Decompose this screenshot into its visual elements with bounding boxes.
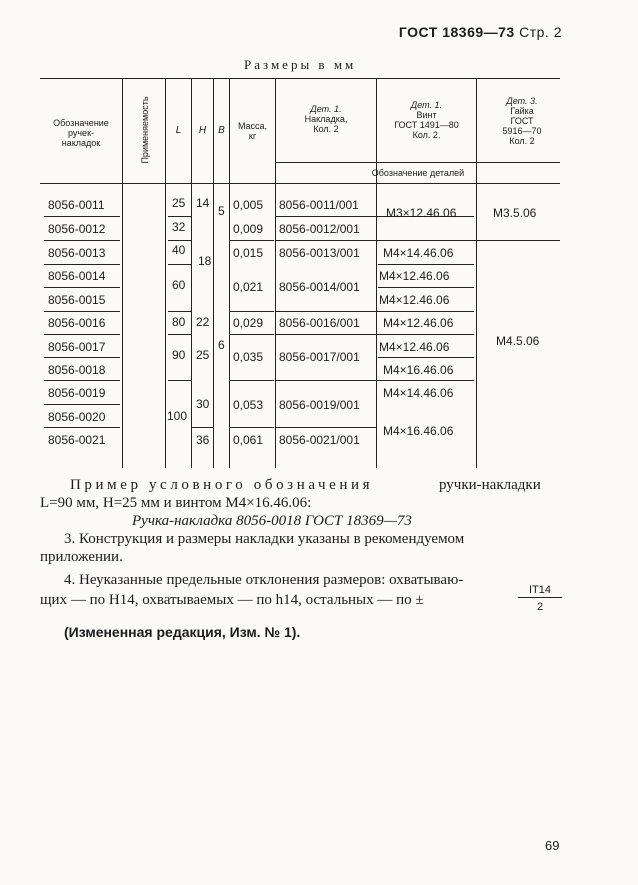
row-code: 8056-0011	[48, 198, 105, 212]
cell-mass: 0,061	[233, 433, 264, 447]
cell-part1: 8056-0019/001	[279, 398, 360, 412]
paragraph-3: 3. Конструкция и размеры накладки указаны в рекомендуемом	[64, 531, 465, 547]
cell-H: 22	[196, 315, 210, 329]
cell-screw: М4×16.46.06	[383, 424, 454, 438]
revision-note: (Измененная редакция, Изм. № 1).	[64, 624, 301, 640]
row-code: 8056-0015	[48, 293, 106, 307]
paragraph-3-cont: приложении.	[40, 549, 123, 565]
cell-screw: М4×16.46.06	[383, 363, 454, 377]
page-label: Стр. 2	[519, 24, 562, 40]
cell-L: 90	[172, 348, 186, 362]
cell-screw: М4×14.46.06	[383, 246, 454, 260]
page-number: 69	[545, 838, 560, 853]
tolerance-fraction	[518, 584, 562, 613]
cell-L: 25	[172, 196, 186, 210]
cell-mass: 0,053	[233, 398, 264, 412]
cell-part1: 8056-0021/001	[279, 433, 360, 447]
units-caption: Размеры в мм	[244, 57, 357, 72]
cell-mass: 0,005	[233, 198, 264, 212]
row-code: 8056-0012	[48, 222, 106, 236]
standard-number: ГОСТ 18369—73	[398, 24, 515, 40]
row-code: 8056-0020	[48, 410, 106, 424]
col-designation-header: Обозначение ручек- накладок	[53, 118, 109, 148]
row-code: 8056-0017	[48, 340, 106, 354]
page-header	[399, 24, 562, 40]
cell-screw: М4×14.46.06	[383, 386, 454, 400]
cell-part1: 8056-0016/001	[279, 316, 360, 330]
cell-mass: 0,015	[233, 246, 264, 260]
cell-mass: 0,029	[233, 316, 264, 330]
cell-mass: 0,035	[233, 350, 264, 364]
cell-part1: 8056-0014/001	[279, 280, 360, 294]
cell-H: 36	[196, 433, 210, 447]
col-nut-header: Дет. 3. Гайка ГОСТ 5916—70 Кол. 2	[502, 96, 542, 146]
example-designation: Ручка-накладка 8056-0018 ГОСТ 18369—73	[132, 513, 412, 529]
cell-screw: М4×12.46.06	[379, 293, 450, 307]
cell-B: 5	[218, 204, 225, 218]
cell-screw: М4×12.46.06	[379, 340, 450, 354]
cell-part1: 8056-0011/001	[279, 198, 359, 212]
cell-mass: 0,021	[233, 280, 264, 294]
row-code: 8056-0013	[48, 246, 106, 260]
paragraph-4-cont: щих — по Н14, охватываемых — по h14, остальных — по ±	[40, 592, 424, 608]
cell-part1: 8056-0017/001	[279, 350, 360, 364]
cell-L: 80	[172, 315, 186, 329]
col-B-header: B	[218, 125, 225, 136]
example-label: Пример условного обозначения	[70, 477, 374, 493]
paragraph-4: 4. Неуказанные предельные отклонения размеров: охватываю-	[64, 572, 464, 588]
cell-part1: 8056-0012/001	[279, 222, 360, 236]
row-code: 8056-0014	[48, 269, 106, 283]
parts-designation-header: Обозначение деталей	[371, 168, 465, 178]
cell-mass: 0,009	[233, 222, 264, 236]
cell-screw: М4×12.46.06	[383, 316, 454, 330]
cell-H: 25	[196, 348, 210, 362]
fraction-denominator: 2	[536, 601, 544, 613]
cell-L: 100	[167, 409, 188, 423]
row-code: 8056-0021	[48, 433, 106, 447]
row-code: 8056-0016	[48, 316, 106, 330]
cell-nut: М3.5.06	[493, 206, 537, 220]
cell-nut: М4.5.06	[496, 334, 540, 348]
cell-screw: М4×12.46.06	[379, 269, 450, 283]
cell-screw: М3×12.46.06	[386, 206, 457, 220]
cell-L: 60	[172, 278, 186, 292]
col-applicability-header: Применяемость	[140, 96, 150, 164]
col-screw-header: Дет. 1. Винт ГОСТ 1491—80 Кол. 2.	[394, 100, 459, 140]
col-part1-header: Дет. 1. Накладка, Кол. 2	[304, 104, 348, 134]
fraction-numerator: IT14	[518, 584, 562, 598]
cell-L: 32	[172, 220, 186, 234]
col-H-header: H	[198, 125, 207, 136]
cell-L: 40	[172, 243, 186, 257]
col-mass-header: Масса, кг	[237, 121, 268, 141]
row-code: 8056-0018	[48, 363, 106, 377]
cell-H: 30	[196, 397, 210, 411]
cell-H: 18	[198, 254, 212, 268]
cell-part1: 8056-0013/001	[279, 246, 360, 260]
example-label-tail: ручки-накладки	[439, 477, 541, 493]
row-code: 8056-0019	[48, 386, 106, 400]
example-params: L=90 мм, H=25 мм и винтом М4×16.46.06:	[40, 495, 312, 511]
cell-H: 14	[196, 196, 210, 210]
col-L-header: L	[175, 125, 182, 136]
cell-B: 6	[218, 338, 225, 352]
